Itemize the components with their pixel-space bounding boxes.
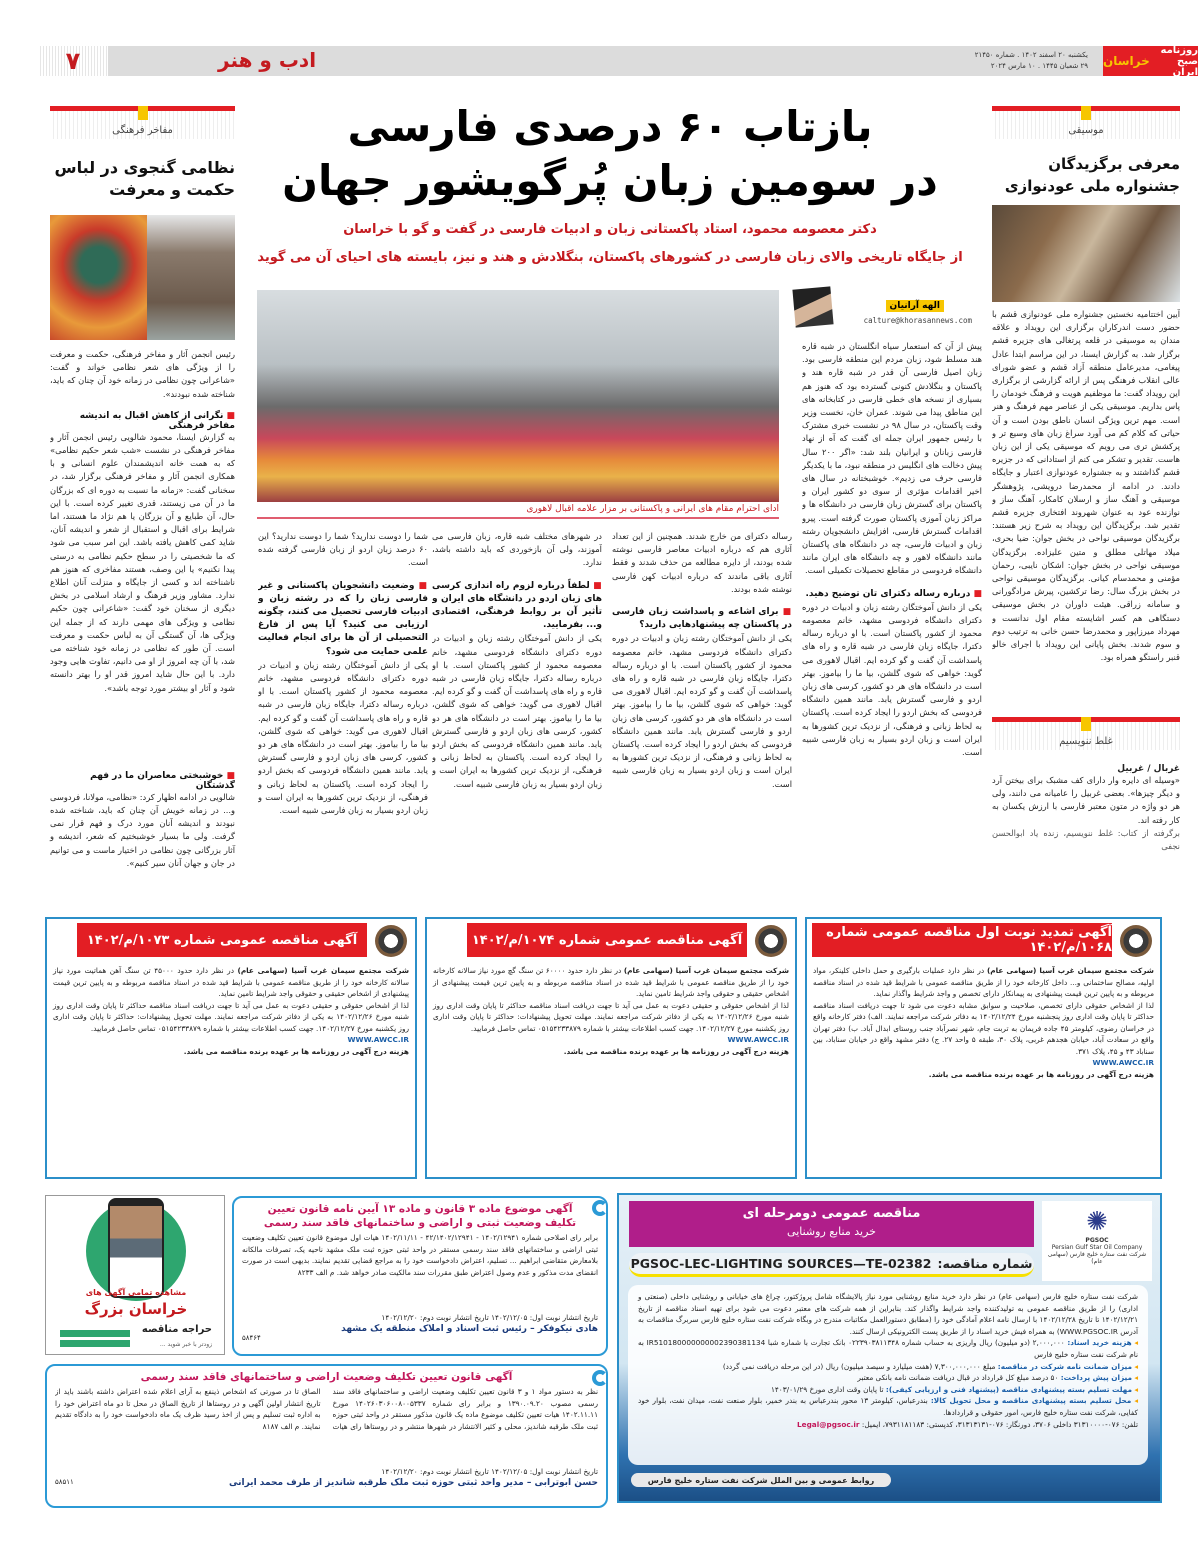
- tender-ad-1074: [425, 917, 797, 1179]
- pgsoc-logo-text: PGSOC: [1085, 1237, 1109, 1244]
- column-body: شالویی در ادامه اظهار کرد: «نظامی، مولانا، فردوسی و... در زمانه خویش آن چنان که باید، شناخته شده نبودند و اندیشه آنان مورد درک و فهم قرار نمی گرفت. ولی ما بسیار خوشبختیم که شعر، اندیشه و آثار بزرگانی چون نظامی در اختیار ماست و می توانیم در جان و جهان آنان سیر کنیم».: [49, 791, 235, 868]
- registry-logo-icon: [592, 1370, 608, 1386]
- pgsoc-item-label: هزینه خرید اسناد:: [1067, 1338, 1132, 1348]
- column-body: به گزارش ایسنا، محمود شالویی رئیس انجمن آثار و مفاخر فرهنگی در نشست «شب شعر حکیم نظامی» که به همت خانه اندیشمندان علوم انسانی و با همکاری انجمن آثار و مفاخر فرهنگی برگزار شد، در سخنانی گفت: «زمانه ما نسبت به دوره ای که بزرگان ما در آن می زیستند، قدری تغییر کرده است. با این حال، آن طبایع و آن بزرگان یا هم نژاد ما هستند، اما شرایط برای اقبال و استقبال از شعر و اندیشه آنان، شاید کمی کاهش یافته باشد. این امر سبب می شود که ما شخصیتی را در سطح حکیم نظامی به درستی پیدا نکنیم» یا این وصف، هستند مفاخری که هنوز هم ناشناخته اند و کسی از جایگاه و منزلت آنان اطلاع ندارد. مشاور وزیر فرهنگ و ارشاد اسلامی در بخش دیگری از سخنان خود گفت: «شاعرانی چون حکیم نظامی و ویژگی های مهمی دارند که از جمله این ویژگی ها، آن گستگی آن به لباس حکمت و معرفت است. آن طور که نظامی در زمانه خود شناخته می شد، با آن چه امروز از او می دانیم، تفاوت هایی وجود دارد. با این حال شاید امروز قدر او را بهتر دانسته شود و آثار او بیشتر مورد توجه باشد».: [50, 431, 235, 693]
- pgsoc-company-en: Persian Gulf Star Oil Company: [1051, 1244, 1143, 1251]
- ad-body: [47, 961, 415, 1171]
- tender-ad-1068: [805, 917, 1162, 1179]
- ad-website[interactable]: WWW.AWCC.IR: [1092, 1058, 1154, 1067]
- pgsoc-email[interactable]: Legal@pgsoc.ir: [796, 1419, 860, 1429]
- brand-logo: خراسان: [1103, 54, 1150, 68]
- pgsoc-item: [638, 1361, 1138, 1373]
- errata-tag: غلط ننویسیم: [992, 722, 1180, 750]
- ad-intro: در نظر دارد حدود ۴۵۰۰۰ تن سنگ آهن هماتیت مورد نیاز سالانه کارخانه خود را از طریق مناقصه عمومی با شرایط قید شده در اسناد مناقصه مربوطه و به پایین ترین قیمت پیشنهادی از اشخاص حقیقی و حقوقی واجد شرایط تامین نماید.: [53, 966, 409, 998]
- headline-line-1: بازتاب ۶۰ درصدی فارسی: [347, 102, 873, 151]
- ad-website[interactable]: WWW.AWCC.IR: [347, 1035, 409, 1044]
- article-body: یکی از دانش آموختگان رشته زبان و ادبیات در دوره دکترای دانشگاه فردوسی مشهد، خانم معصومه محمود از کشور پاکستان است. با او درباره رساله دکترا، جایگاه زبان فارسی در شبه قاره و راه های پاسداشت آن گفت و گو کرده ایم. اقبال لاهوری می گوید: خواهی که شوی گلشن، بیا ما را بیاموز. بهتر است در دانشگاه های هر دو کشور، کرسی های زبان اردو و فارسی گسترش یابد. مانند همین دانشگاه فردوسی که بخش اردو را ایجاد کرده است. پاکستان به لحاظ زبانی و فرهنگی، از نزدیک ترین کشورها به ایران است و زبان اردو بسیار به زبان فارسی شبیه است.: [432, 633, 602, 789]
- promo-brand-sub: زودتر با خبر شوید ...: [159, 1341, 212, 1348]
- article-intro: پیش از آن که استعمار سیاه انگلستان در شبه قاره هند مسلط شود، زبان مردم این منطقه فارسی بود. زبان اصیل فارسی آن قدر در شبه قاره هند و پاکستان و بنگلادش کنونی گسترده بود که هنوز هم بسیاری از نسخه های خطی فارسی در کتابخانه های این مناطق پیدا می شوند. عمران خان، نخست وزیر وقت پاکستان، در سال ۹۸ در نشست خبری مشترک با رئیس جمهور ایران جمله ای گفت که آه از نهاد فارسی زبانان و ایرانیان بلند شد: «اگر ۲۰۰ سال پیش دخالت های انگلیس در منطقه نبود، ما با یکدیگر فارسی حرف می زدیم». خوشبختانه در سال های اخیر اقدامات مؤثری از سوی دو کشور ایران و پاکستان برای گسترش زبان فارسی در دانشگاه ها و مراکز زبان آموزی پاکستان صورت گرفته است. پیرو اقدامات گسترش فارسی، افزایش دانشجویان رشته زبان و ادبیات فارسی، چه در دانشگاه های پاکستان مانند دانشگاه لاهور و چه دانشگاه های ایران مانند دانشگاه فردوسی در مقاطع تحصیلات تکمیلی است.: [802, 341, 982, 576]
- ad-details: لذا از اشخاص حقوقی و حقیقی دعوت به عمل می آید تا جهت دریافت اسناد مناقصه حداکثر تا پایان وقت اداری روز شنبه مورخ ۱۴۰۲/۱۲/۲۶ به یکی از دفاتر شرکت مراجعه نمایند. مهلت تحویل پیشنهادات: حداکثر تا پایان وقت اداری روز یکشنبه مورخ ۱۴۰۲/۱۲/۲۷. جهت کسب اطلاعات بیشتر با شماره ۰۵۱۵۴۲۳۳۸۷۹ تماس حاصل فرمایید.: [53, 1000, 410, 1033]
- pgsoc-items: [638, 1337, 1138, 1418]
- left-column: [50, 106, 235, 870]
- pgsoc-tender-ad: [617, 1193, 1162, 1503]
- ad-body: [427, 961, 795, 1171]
- pgsoc-logo-icon: ✺: [1086, 1207, 1108, 1237]
- pgsoc-tender-number: [629, 1253, 1034, 1277]
- author-avatar: [792, 286, 833, 327]
- registry-code: ۵۸۵۱۱: [55, 1477, 74, 1486]
- subheading: ■ وضعیت دانشجویان پاکستانی و غیر فارسی زبان را که در رشته زبان و ادبیات فارسی تحصیل می کنند، چگونه ارزیابی می کنید؟ آیا پس از فارغ التحصیلی از آن ها برای انجام فعالیت علمی حمایت می شود؟: [258, 580, 428, 659]
- pgsoc-intro: شرکت نفت ستاره خلیج فارس (سهامی عام) در نظر دارد خرید منابع روشنایی مورد نیاز پالایشگاه شامل پروژکتور، چراغ های خیابانی و روشنایی داخلی (صنعتی و اداری) را از طریق مناقصه عمومی به تولیدکننده واجد شرایط واگذار کند. بنابراین از همه شرکت های معتبر دعوت می شود برای تهیه اسناد مناقصه از تاریخ ۱۴۰۲/۱۲/۲۱ تا تاریخ ۱۴۰۲/۱۲/۲۸ با ارسال نامه اعلام آمادگی خود را (مطابق دستورالعمل مکاتبات مندرج در وبگاه شرکت نفت ستاره خلیج فارس سربرگ مناقصات به آدرس WWW.PGSOC.IR) به همراه فیش خرید اسناد را از طریق پست الکترونیکی ارسال کنند.: [638, 1292, 1138, 1336]
- ad-company: شرکت مجتمع سیمان غرب آسیا (سهامی عام): [237, 966, 409, 975]
- registry-code: ۵۸۴۶۴: [242, 1333, 261, 1342]
- errata-title: غربال / غربیل: [1117, 764, 1180, 774]
- column-title: معرفی برگزیدگان جشنواره ملی عودنوازی: [1004, 155, 1180, 195]
- promo-contact-bar: [60, 1330, 130, 1337]
- photo-caption: ادای احترام مقام های ایرانی و پاکستانی بر مزار علامه اقبال لاهوری: [257, 504, 779, 519]
- main-headline: [250, 100, 970, 208]
- ad-body: [807, 961, 1160, 1171]
- registry-dates: تاریخ انتشار نوبت اول: ۱۴۰۲/۱۲/۰۵ تاریخ انتشار نوبت دوم: ۱۴۰۲/۱۲/۲۰: [381, 1467, 598, 1476]
- errata-body: «وسیله ای دایره وار دارای کف مشبک برای بیختن آرد و دیگر چیزها». بعضی غربیل را عامیانه می دانند، ولی هر دو واژه در متون معتبر فارسی با ارزش یکسان به کار رفته اند.: [992, 775, 1180, 825]
- headline-line-2: در سومین زبان پُرگویشور جهان: [282, 156, 938, 205]
- ad-website[interactable]: WWW.AWCC.IR: [727, 1035, 789, 1044]
- pgsoc-contact: [638, 1419, 1138, 1431]
- pgsoc-item: [638, 1395, 1138, 1418]
- tag-bar: [992, 106, 1180, 111]
- bullet-arrow-icon: ◂: [1131, 1338, 1138, 1348]
- main-photo: [257, 290, 779, 502]
- ad-details: لذا از اشخاص حقوقی و حقیقی دعوت به عمل می آید تا جهت دریافت اسناد مناقصه حداکثر تا پایان وقت اداری روز شنبه مورخ ۱۴۰۲/۱۲/۲۶ به یکی از دفاتر شرکت مراجعه نمایند. مهلت تحویل پیشنهادات: حداکثر تا پایان وقت اداری روز یکشنبه مورخ ۱۴۰۲/۱۲/۲۷. جهت کسب اطلاعات بیشتر با شماره ۰۵۱۵۴۲۳۳۸۷۹ تماس حاصل فرمایید.: [433, 1000, 790, 1033]
- article-body: یکی از دانش آموختگان رشته زبان و ادبیات در دوره دکترای دانشگاه فردوسی مشهد، خانم معصومه محمود از کشور پاکستان است. با او درباره رساله دکترا، جایگاه زبان فارسی در شبه قاره و راه های پاسداشت آن گفت و گو کرده ایم. اقبال لاهوری می گوید: خواهی که شوی گلشن، بیا ما را بیاموز. بهتر است در دانشگاه های هر دو کشور، کرسی های زبان اردو و فارسی گسترش یابد. مانند همین دانشگاه فردوسی که بخش اردو را ایجاد کرده است. پاکستان به لحاظ زبانی و فرهنگی، از نزدیک ترین کشورها به ایران است و زبان اردو بسیار به زبان فارسی شبیه است.: [258, 659, 428, 816]
- app-promo-ad[interactable]: [45, 1195, 225, 1355]
- section-title: ادب و هنر: [218, 48, 317, 72]
- column-tag: موسیقی: [992, 111, 1180, 139]
- company-seal-icon: [375, 925, 407, 957]
- registry-logo-icon: [592, 1200, 608, 1216]
- errata-source: برگرفته از کتاب: غلط ننویسیم، زنده یاد ابوالحسن نجفی: [992, 827, 1180, 852]
- brand-tagline: روزنامه صبح ایران: [1160, 44, 1198, 78]
- article-body: یکی از دانش آموختگان رشته زبان و ادبیات در دوره دکترای دانشگاه فردوسی مشهد، خانم معصومه محمود از کشور پاکستان است. با او درباره رساله دکترا، جایگاه زبان فارسی در شبه قاره و راه های پاسداشت آن گفت و گو کرده ایم. اقبال لاهوری می گوید: خواهی که شوی گلشن، بیا ما را بیاموز. بهتر است در دانشگاه های هر دو کشور، کرسی های زبان اردو و فارسی گسترش یابد. مانند همین دانشگاه فردوسی که بخش اردو را ایجاد کرده است. پاکستان به لحاظ زبانی و فرهنگی، از نزدیک ترین کشورها به ایران است و زبان اردو بسیار به زبان فارسی شبیه است.: [802, 601, 982, 758]
- bullet-arrow-icon: ◂: [1132, 1361, 1138, 1371]
- ad-company: شرکت مجتمع سیمان غرب آسیا (سهامی عام): [623, 966, 789, 975]
- column-title: نظامی گنجوی در لباس حکمت و معرفت: [54, 158, 235, 199]
- ad-footer: هزینه درج آگهی در روزنامه ها بر عهده برنده مناقصه می باشد.: [183, 1046, 409, 1056]
- pgsoc-item-label: محل تسلیم بسته پیشنهادی مناقصه و محل تحویل کالا:: [930, 1396, 1132, 1406]
- pgsoc-logo: [1042, 1201, 1152, 1281]
- registry-signature: حسن ابوترابی – مدیر واحد ثبتی حوزه ثبت ملک طرقبه شاندیز از طرف محمد ایرانی: [229, 1477, 598, 1488]
- column-tag: مفاخر فرهنگی: [50, 111, 235, 139]
- registry-dates: تاریخ انتشار نوبت اول: ۱۴۰۲/۱۲/۰۵ تاریخ انتشار نوبت دوم: ۱۴۰۲/۱۲/۲۰: [381, 1313, 598, 1322]
- tender-number-value: PGSOC-LEC-LIGHTING SOURCES—TE-02382: [630, 1256, 932, 1271]
- date-line-2: ۲۹ شعبان ۱۴۴۵ . ۱۰ مارس ۲۰۲۴: [990, 62, 1088, 70]
- date-line-1: یکشنبه ۲۰ اسفند ۱۴۰۲ . شماره ۲۱۴۵۰: [974, 51, 1088, 59]
- subheading: ■ درباره رساله دکترای تان توضیح دهید.: [802, 588, 982, 601]
- company-seal-icon: [755, 925, 787, 957]
- subheading: ■ لطفاً درباره لزوم راه اندازی کرسی های زبان اردو در دانشگاه های ایران و تأثیر آن بر روابط فرهنگی، اقتصادی و... بفرمایید.: [432, 580, 602, 633]
- article-column-2: [612, 530, 792, 900]
- ad-footer: هزینه درج آگهی در روزنامه ها بر عهده برنده مناقصه می باشد.: [563, 1046, 789, 1056]
- dateline: [975, 50, 1088, 72]
- ad-company: شرکت مجتمع سیمان غرب آسیا (سهامی عام): [986, 966, 1154, 975]
- ad-intro: در نظر دارد عملیات بارگیری و حمل داخلی کلینکر، مواد اولیه، مصالح ساختمانی و... داخل کارخانه خود را از طریق مناقصه عمومی با شرایط قید شده در اسناد مناقصه مربوطه و به پایین ترین قیمت پیشنهادی به پیمانکار دارای تخصص و واجد شرایط واگذار نماید.: [813, 966, 1154, 998]
- pgsoc-item-value: تا پایان وقت اداری مورخ ۱۴۰۳/۰۱/۲۹: [770, 1384, 884, 1394]
- oud-photo: [992, 205, 1180, 302]
- pgsoc-contact-text: تلفن: ۰۷۶-۳۱۳۱۰۰۰۰ داخلی ۳۷۰۶، دورنگار: ۰۷۶-۳۱۳۱۳۱۳۱، کدپستی: ۷۹۳۱۱۸۱۱۸۳، ایمیل:: [861, 1419, 1138, 1429]
- promo-line-2: خراسان بزرگ: [84, 1300, 188, 1318]
- ad-title: آگهی مناقصه عمومی شماره ۱۰۷۳/م/۱۴۰۲: [77, 923, 367, 957]
- right-column: [992, 106, 1180, 853]
- pgsoc-item-value: ۲,۰۰۰,۰۰۰ (دو میلیون) ریال واریزی به حساب شماره ۰۲۲۳۹۰۳۸۱۱۳۴۸ بانک تجارت با شماره شبا IR510180000000002390381134 به نام شرکت نفت ستاره خلیج فارس: [638, 1338, 1138, 1359]
- pgsoc-item: [638, 1337, 1138, 1360]
- portrait-image: [50, 215, 147, 340]
- registry-ad-2: [45, 1364, 608, 1508]
- column-lead: رئیس انجمن آثار و مفاخر فرهنگی، حکمت و معرفت را از ویژگی های شعر نظامی خواند و گفت: «شاعرانی چون نظامی در زمانه خود آن چنان که باید، شناخته شده نبودند».: [50, 349, 235, 399]
- ad-intro: در نظر دارد حدود ۶۰۰۰۰ تن سنگ گچ مورد نیاز سالانه کارخانه خود را از طریق مناقصه عمومی با شرایط قید شده در اسناد مناقصه مربوطه و به پایین ترین قیمت پیشنهادی از اشخاص حقیقی و حقوقی واجد شرایط تامین نماید.: [433, 966, 789, 998]
- bullet-arrow-icon: ◂: [1132, 1384, 1138, 1394]
- article-body: یکی از دانش آموختگان رشته زبان و ادبیات در دوره دکترای دانشگاه فردوسی مشهد، خانم معصومه محمود از کشور پاکستان است. با او درباره رساله دکترا، جایگاه زبان فارسی در شبه قاره و راه های پاسداشت آن گفت و گو کرده ایم. اقبال لاهوری می گوید: خواهی که شوی گلشن، بیا ما را بیاموز. بهتر است در دانشگاه های هر دو کشور، کرسی های زبان اردو و فارسی گسترش یابد. مانند همین دانشگاه فردوسی که بخش اردو را ایجاد کرده است. پاکستان به لحاظ زبانی و فرهنگی، از نزدیک ترین کشورها به ایران است و زبان اردو بسیار به زبان فارسی شبیه است.: [612, 633, 792, 789]
- pgsoc-item-value: ۵۰ درصد مبلغ کل قرارداد در قبال دریافت ضمانت نامه بانکی معتبر: [857, 1373, 1059, 1383]
- company-seal-icon: [1120, 925, 1152, 957]
- lead-line-1: دکتر معصومه محمود، استاد پاکستانی زبان و ادبیات فارسی در گفت و گو با خراسان: [343, 222, 877, 237]
- subheading: ■ خوشبختی معاصران ما در فهم گذشتگان: [50, 771, 235, 791]
- nezami-photo: [50, 215, 235, 340]
- article-column-3: [432, 530, 602, 900]
- pgsoc-item-value: بندرعباس، کیلومتر ۱۳ محور بندرعباس به بندر خمیر، بلوار صنعت نفت، میدان نفت، بلوار خود کفایی، شرکت نفت ستاره خلیج فارس، امور حقوقی و قراردادها.: [638, 1396, 1138, 1417]
- registry-title: آگهی قانون تعیین تکلیف وضعیت اراضی و ساختمانهای فاقد سند رسمی: [140, 1371, 513, 1383]
- tender-number-label: شماره مناقصه:: [937, 1256, 1033, 1271]
- pgsoc-body: [628, 1285, 1148, 1465]
- pgsoc-item-value: مبلغ ۷,۳۰۰,۰۰۰,۰۰۰ (هفت میلیارد و سیصد میلیون) ریال (در این مرحله دریافت نمی گردد): [722, 1361, 996, 1371]
- subheading: ■ برای اشاعه و پاسداشت زبان فارسی در پاکستان چه پیشنهادهایی دارید؟: [612, 606, 792, 632]
- registry-title: آگهی موضوع ماده ۳ قانون و ماده ۱۳ آیین نامه قانون تعیین تکلیف وضعیت ثبتی و اراضی و ساختمانهای فاقد سند رسمی: [263, 1203, 577, 1229]
- tag-bar: [50, 106, 235, 111]
- mausoleum-image: [147, 215, 235, 340]
- registry-signature: هادی نیکوفکر – رئیس ثبت اسناد و املاک منطقه یک مشهد: [341, 1323, 598, 1334]
- article-column-1: [802, 340, 982, 900]
- tender-ad-1073: [45, 917, 417, 1179]
- lead-line-2: از جایگاه تاریخی والای زبان فارسی در کشورهای پاکستان، بنگلادش و هند و نیز، بایسته های احیای آن می گوید: [257, 250, 963, 265]
- author-name: الهه آرانیان: [886, 300, 944, 312]
- pgsoc-item-label: مهلت تسلیم بسته پیشنهادی مناقصه (پیشنهاد فنی و ارزیابی کیفی):: [885, 1384, 1133, 1394]
- article-text: رساله دکترای من خارج شدند. همچنین از این تعداد آثاری هم که درباره ادبیات معاصر فارسی نوشته شده بودند، از دایره مطالعه من حذف شدند و فقط آثاری باقی ماندند که درباره ادبیات کهن فارسی نوشته شده بودند.: [612, 531, 792, 594]
- registry-body: برابر رای اصلاحی شماره ۱۴۰۲/۱۲۹۴۱ - ۴۲/۱۴۰۲/۱۲۹۴۱ - ۱۴۰۲/۱۱/۱۱ هیات اول موضوع قانون تعیین تکلیف وضعیت ثبتی اراضی و ساختمانهای فاقد سند رسمی مستقر در واحد ثبتی حوزه ثبت ملک مشهد ناحیه یک، تصرفات مالکانه بلامعارض متقاضی ابراهیم ... تسلیم، اعتراض دادخواست خود را به مراجع قضایی تقدیم نمایند. بدیهی است در صورت انقضای مدت مذکور و عدم وصول اعتراض طبق مقررات سند مالکیت صادر خواهد شد. م الف ۸۲۳۳: [242, 1233, 598, 1277]
- tag-bar: [992, 717, 1180, 722]
- article-text: در شهرهای مختلف شبه قاره، زبان فارسی می آموزند، ولی آن بازخوردی که باید داشته باشد، ندارد.: [432, 531, 602, 568]
- author-email[interactable]: calture@khorasannews.com: [863, 316, 972, 325]
- promo-contact-bar: [60, 1340, 130, 1347]
- registry-ad-1: [232, 1196, 608, 1356]
- brand-badge: [1103, 46, 1198, 76]
- page-number: ۷: [38, 46, 108, 76]
- subheading: ■ نگرانی از کاهش اقبال به اندیشه مفاخر فرهنگی: [50, 411, 235, 431]
- pgsoc-item: [638, 1384, 1138, 1396]
- pgsoc-company-fa: شرکت نفت ستاره خلیج فارس (سهامی عام): [1047, 1251, 1147, 1265]
- author-box: [796, 288, 982, 336]
- article-text: شما را دوست ندارید؟ شما را دوست ندارید؟ این ۶۰ درصد زبان اردو از زبان فارسی گرفته شده است.: [258, 531, 428, 568]
- pgsoc-subtitle: خرید منابع روشنایی: [787, 1225, 876, 1238]
- promo-brand: حراجه مناقصه: [141, 1324, 212, 1335]
- pgsoc-item-label: میزان ضمانت نامه شرکت در مناقصه:: [997, 1361, 1133, 1371]
- ad-footer: هزینه درج آگهی در روزنامه ها بر عهده برنده مناقصه می باشد.: [928, 1069, 1154, 1079]
- bullet-arrow-icon: ◂: [1131, 1396, 1138, 1406]
- pgsoc-footer: روابط عمومی و بین الملل شرکت نفت ستاره خلیج فارس: [631, 1473, 891, 1487]
- article-column-4: [258, 530, 428, 900]
- pgsoc-title-box: [629, 1201, 1034, 1247]
- page-header: [38, 46, 1198, 76]
- pgsoc-item-label: میزان پیش پرداخت:: [1060, 1373, 1133, 1383]
- pgsoc-title: مناقصه عمومی دومرحله ای: [742, 1206, 921, 1221]
- column-body: آیین اختتامیه نخستین جشنواره ملی عودنوازی قشم با حضور دست اندرکاران برگزاری این رویداد و علاقه مندان به موسیقی در قلعه پرتغالی های جزیره قشم برگزار شد. به گزارش ایسنا، در این مراسم ابتدا عادل پیغامی، مدیرعامل منطقه آزاد قشم و عضو شورای عالی انقلاب فرهنگی پس از ارائه گزارشی از برگزاری این رویداد گفت: ما موظفیم هویت و فرهنگ خودمان را پاس بداریم. موسیقی یکی از عناصر مهم فرهنگ و هنر است. مهم ترین ویژگی انسان ناطق بودن است و آن حیاتی که کلام کم می آورد سراغ زبان های وسیع تر و پرکشش تری می رویم که موسیقی یکی از این زبان هاست. تقدیر و تشکر می کنم از استادانی که در جزیره قشم گذاشتند و به جشنواره عودنوازی اعتبار و جایگاه دادند. در ادامه از محمدرضا درویشی، پژوهشگر موسیقی و آهنگ ساز و ارسلان کامکار، آهنگ ساز و نوازنده عود به عنوان شهروند افتخاری جزیره قشم تقدیر شد. برگزیدگان این رویداد به شرح زیر هستند: برگزیدگان موسیقی نواحی در بخش جوان: ضیا بحری، میلاد مهاتلی مطلق و متین علیزاده. برگزیدگان موسیقی نواحی در بخش جوان: اشکان نایبی، رحمان مؤمنی و محمدسام کیانی. برگزیدگان موسیقی نواحی در بخش بزرگ سال: رضا ترکشین، پیرش مرادگورانی و سامانه زراقی. هیئت داوران در بخش موسیقی دستگاهی هم کسر اشایسته مقام اول ندانست و مهرداد میرزاپور و محمدرضا حسن خانی به ترتیب دوم و سوم شدند. بخش پایانی این رویداد با اجرای خالو قنبر راستگو همراه بود.: [992, 309, 1180, 663]
- pgsoc-item: [638, 1372, 1138, 1384]
- ad-title: آگهی مناقصه عمومی شماره ۱۰۷۴/م/۱۴۰۲: [467, 923, 747, 957]
- promo-line-1: مشاهده تمامی آگهی های: [85, 1288, 187, 1297]
- bullet-arrow-icon: ◂: [1132, 1373, 1138, 1383]
- ad-title: آگهی تمدید نوبت اول مناقصه عمومی شماره ۱۰۶۸/م/۱۴۰۲: [812, 923, 1112, 957]
- registry-body: نظر به دستور مواد ۱ و ۳ قانون تعیین تکلیف وضعیت اراضی و ساختمانهای فاقد سند رسمی مصوب ۱۳۹۰.۰۹.۲۰ و برابر رای شماره ۱۴۰۲۶۰۳۰۶۰۰۸۰۰۵۳۳۷ مورخ ۱۴۰۲.۱۱.۱۱ هیات تعیین تکلیف موضوع ماده یک قانون مذکور مستقر در واحد ثبتی حوزه ثبت ملک طرقبه شاندیز، محلی و کثیر الانتشار در شهرها منتشر و در روستاها رای هیات الصاق تا در صورتی که اشخاص ذینفع به آرای اعلام شده اعتراض داشته باشند باید از تاریخ انتشار اولین آگهی و در روستاها از تاریخ الصاق در محل تا دو ماه اعتراض خود را به اداره ثبت تسلیم و پس از اخذ رسید ظرف یک ماه دادخواست خود را به دادگاه تقدیم نمایند. م الف ۸۱۸۷: [55, 1387, 598, 1431]
- phone-mockup: [108, 1198, 164, 1298]
- ad-details: لذا از اشخاص حقوقی دارای تخصص، صلاحیت و سوابق مشابه دعوت می شود تا جهت دریافت اسناد مناقصه حداکثر تا پایان وقت اداری روز پنجشنبه مورخ ۱۴۰۲/۱۲/۲۴ به دفاتر شرکت مراجعه نمایند. الف) دفتر کارخانه واقع در خراسان رضوی، کیلومتر ۴۵ جاده فریمان به تربت جام، شهر نصرآباد جنب روستای ابدال آباد. ب) دفتر تهران واقع در سعادت آباد، خیابان هجدهم غربی، پلاک ۳۰، طبقه ۵ واحد ۲۷. ج) دفتر مشهد واقع در خیابان سناباد، بین سناباد ۴۳ و ۴۵، پلاک ۳۷۱.: [813, 1000, 1155, 1056]
